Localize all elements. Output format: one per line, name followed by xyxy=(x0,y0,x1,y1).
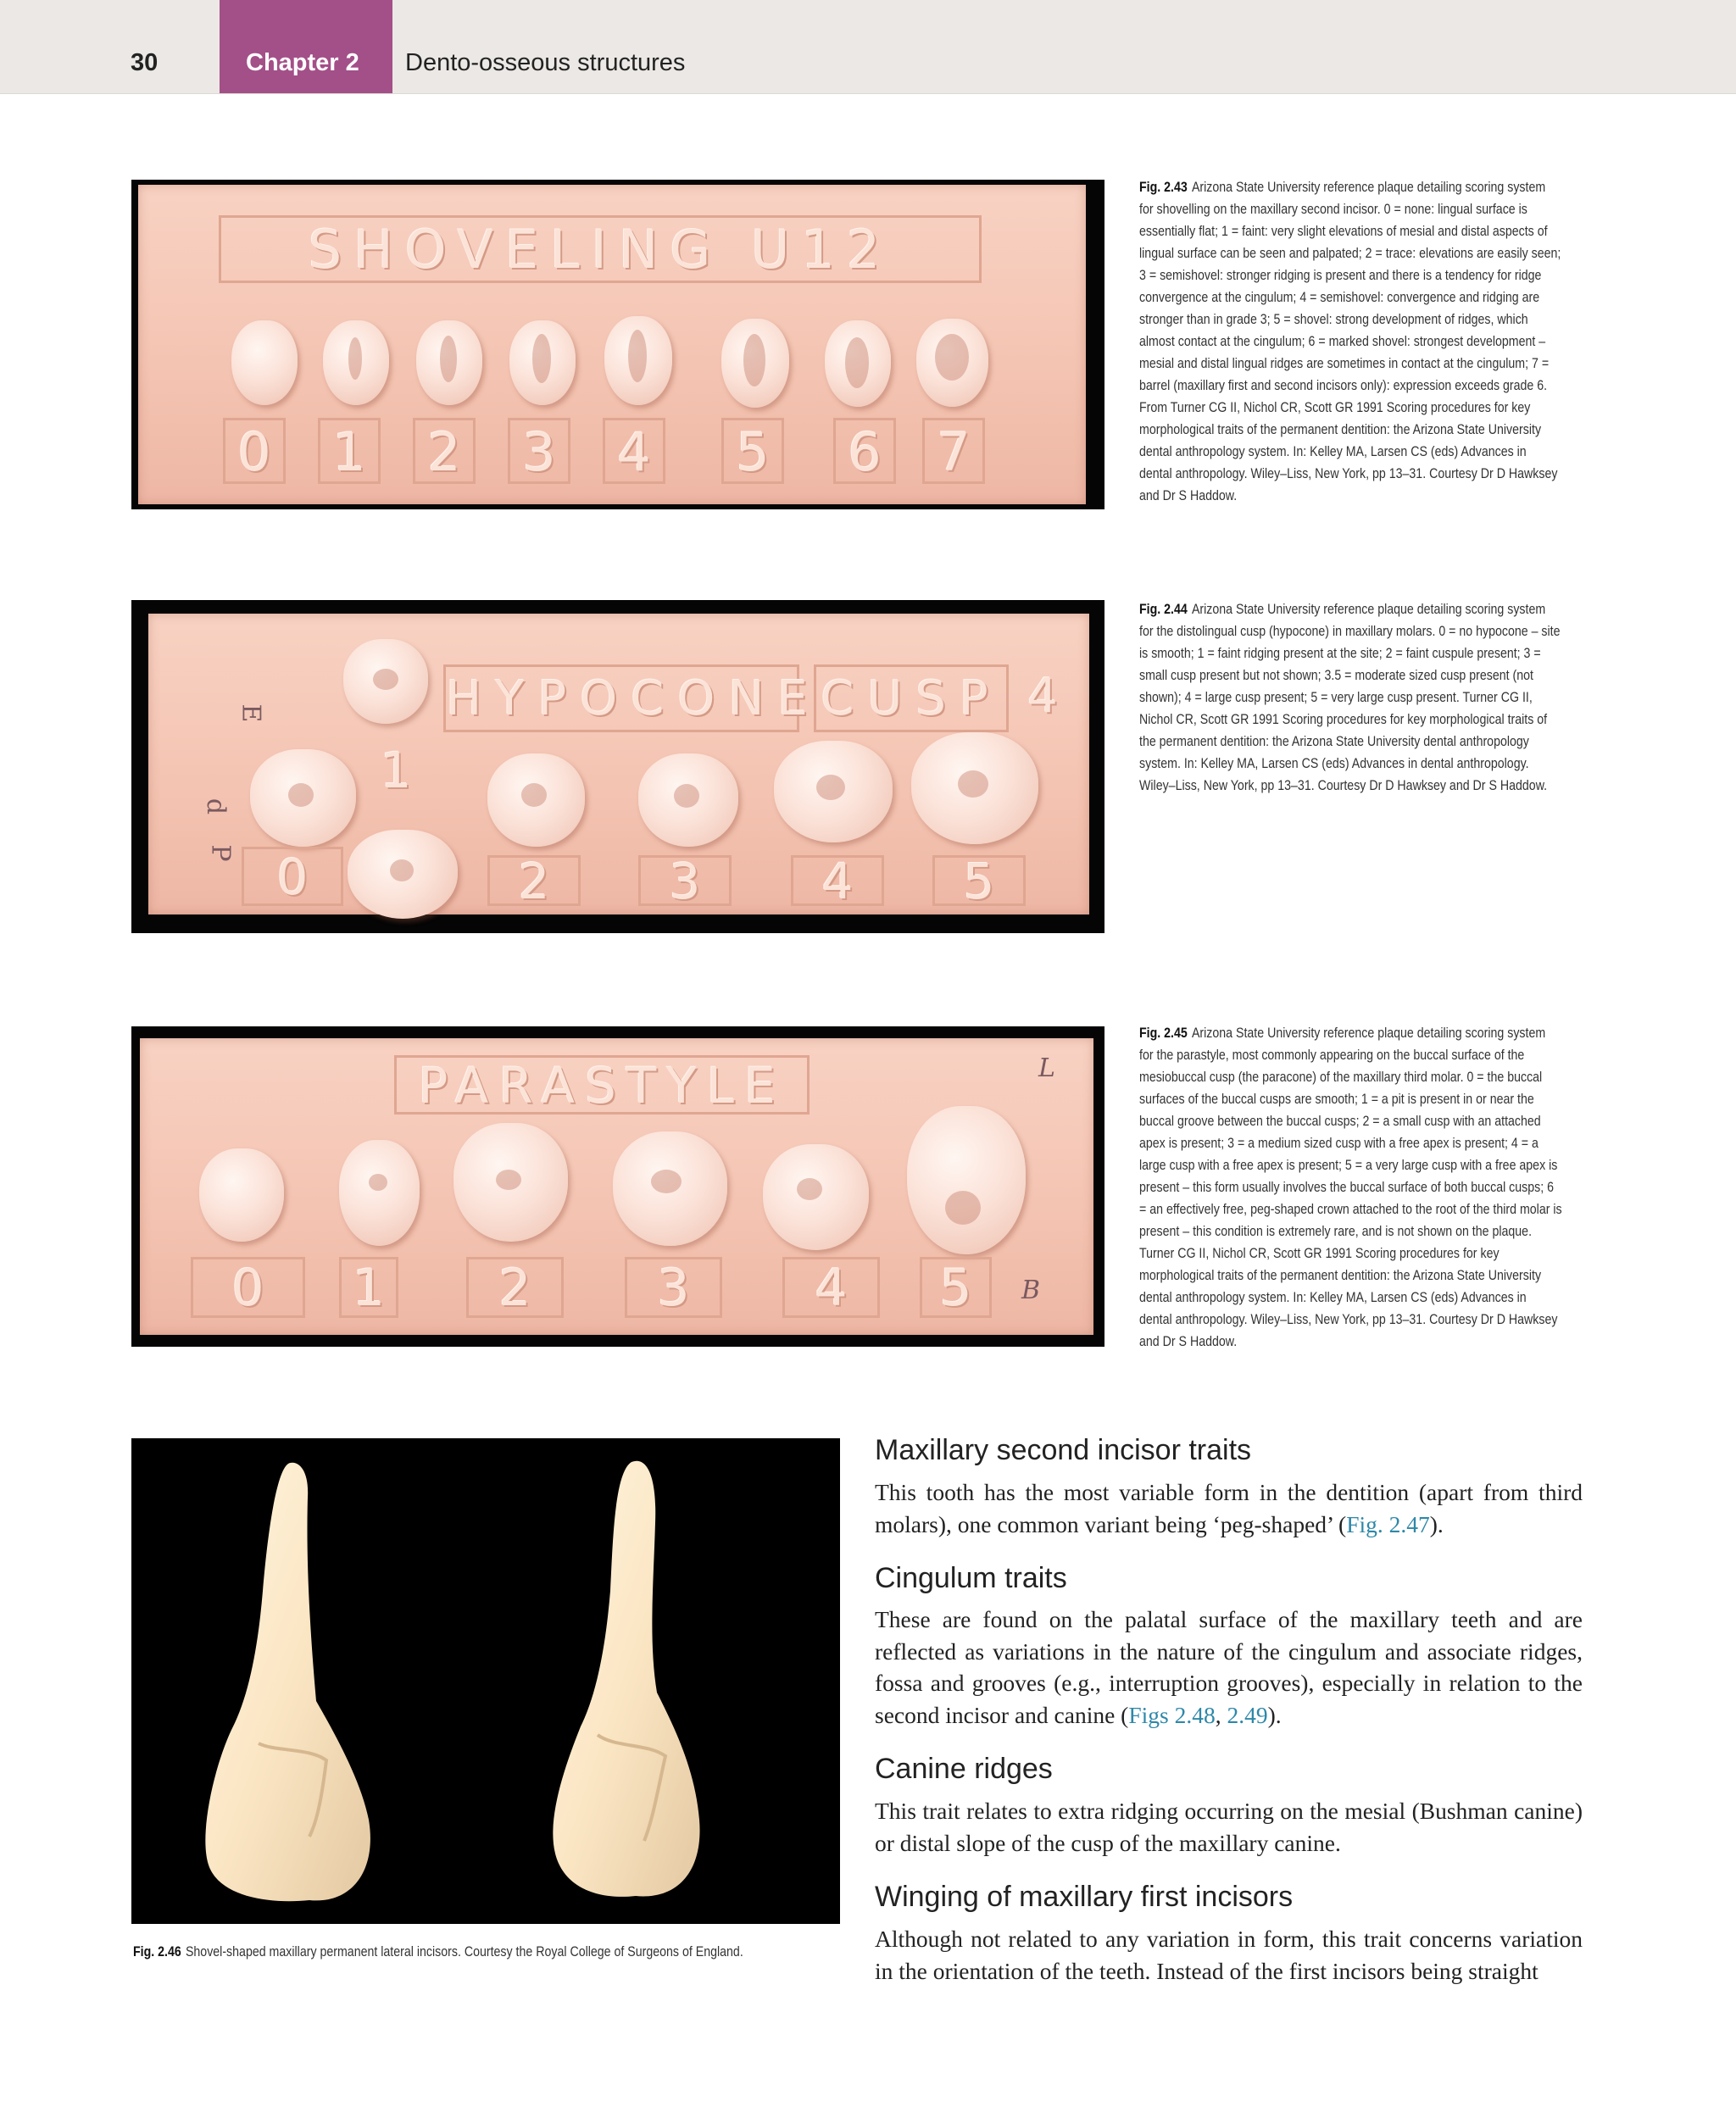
incisor-left xyxy=(182,1455,403,1913)
grade-label-3: 3 xyxy=(508,418,570,484)
caption-text: Arizona State University reference plaque detailing scoring system for the parastyle, most commonly appearing on the buccal surface of the mesiobuccal cusp (the paracone) of the maxillary third molar. 0 = the buccal surfaces of the buccal cusps are smooth; 1 = a pit is present in or near the buccal groove between the buccal cusps; 2 = a small cusp with an attached apex is present; 3 = a medium sized cusp with a free apex is present; 4 = a large cusp with a free apex is present; 5 = a very large cusp with a free apex is present – this form usually involves the buccal surface of both buccal cusps; 6 = an effectively free, peg-shaped crown attached to the root of the third molar is present – this condition is extremely rare, and is not shown on the plaque. Turner CG II, Nichol CR, Scott GR 1991 Scoring procedures for key morphological traits of the permanent dentition: the Arizona State University dental anthropology system. In: Kelley MA, Larsen CS (eds) Advances in dental anthropology. Wiley–Liss, New York, pp 13–31. Courtesy Dr D Hawksey and Dr S Haddow. xyxy=(1139,1026,1562,1349)
molar-crown-2 xyxy=(453,1123,568,1242)
incisor-right xyxy=(530,1455,750,1913)
page-number: 30 xyxy=(131,49,159,76)
section-body-maxillary-second-incisor: This tooth has the most variable form in the dentition (apart from third molars), one common variant being ‘peg-shaped’ (Fig. 2.47). xyxy=(875,1479,1583,1537)
section-heading-canine-ridges: Canine ridges xyxy=(875,1753,1053,1785)
section-body-cingulum-traits: These are found on the palatal surface of the maxillary teeth and are reflected as variations in the nature of the cingulum and associate ridges, fossa and grooves (e.g., interruption grooves), especially in relation to the second incisor and canine (Figs 2.48, 2.49). xyxy=(875,1606,1583,1728)
figure-2-45-image xyxy=(131,1026,1104,1347)
grade-label-4: 4 xyxy=(782,1257,880,1318)
chapter-title: Dento-osseous structures xyxy=(405,49,686,76)
molar-crown-3 xyxy=(638,753,738,847)
caption-label: Fig. 2.43 xyxy=(1139,180,1188,195)
figure-2-46-image xyxy=(131,1438,840,1924)
grade-label-2: 2 xyxy=(487,855,581,906)
caption-label: Fig. 2.46 xyxy=(133,1944,181,1960)
incisor-crown-0 xyxy=(231,320,298,405)
incisor-crown-2 xyxy=(416,320,482,405)
pen-mark-l: L xyxy=(1038,1053,1055,1083)
caption-label: Fig. 2.44 xyxy=(1139,602,1188,617)
molar-crown-0 xyxy=(199,1148,284,1242)
incisor-crown-3 xyxy=(509,320,576,405)
shoveling-plaque xyxy=(138,185,1086,504)
grade-label-0: 0 xyxy=(242,847,343,906)
grade-label-0: 0 xyxy=(191,1257,305,1318)
molar-crown-2 xyxy=(487,753,585,847)
grade-label-6: 6 xyxy=(833,418,896,484)
link-fig-2-47[interactable]: Fig. 2.47 xyxy=(1346,1510,1430,1537)
caption-text: Arizona State University reference plaque detailing scoring system for the distolingual cusp (hypocone) in maxillary molars. 0 = no hypocone – site is smooth; 1 = faint ridging present at the site; 2 = faint cuspule present; 3 = small cusp present but not shown; 3.5 = moderate sized cusp present (not shown); 4 = large cusp present; 5 = very large cusp present. Turner CG II, Nichol CR, Scott GR 1991 Scoring procedures for key morphological traits of the permanent dentition: the Arizona State University dental anthropology system. In: Kelley MA, Larsen CS (eds) Advances in dental anthropology. Wiley–Liss, New York, pp 13–31. Courtesy Dr D Hawksey and Dr S Haddow. xyxy=(1139,602,1561,793)
figure-2-43-image xyxy=(131,180,1104,509)
plaque-title: SHOVELING U12 xyxy=(219,215,982,283)
link-figs-2-48[interactable]: Figs 2.48 xyxy=(1128,1701,1216,1728)
molar-crown-4 xyxy=(763,1144,869,1250)
grade-label-5: 5 xyxy=(721,418,784,484)
figure-2-46-caption xyxy=(133,1941,804,1963)
molar-crown-1b xyxy=(348,830,458,919)
incisor-crown-6 xyxy=(825,320,891,407)
grade-label-3: 3 xyxy=(625,1257,722,1318)
figure-2-44-caption xyxy=(1139,598,1562,797)
figure-2-44-image xyxy=(131,600,1104,933)
section-heading-winging: Winging of maxillary first incisors xyxy=(875,1881,1294,1913)
incisor-crown-1 xyxy=(323,320,389,405)
hypocone-plaque xyxy=(148,614,1089,914)
grade-label-4: 4 xyxy=(603,418,665,484)
molar-crown-5 xyxy=(907,1106,1026,1254)
pen-mark-e: E xyxy=(236,703,266,723)
molar-crown-5 xyxy=(911,732,1038,844)
chapter-tab xyxy=(220,0,392,93)
molar-crown-0 xyxy=(250,749,356,847)
incisor-crown-4 xyxy=(604,316,672,405)
incisor-crown-5 xyxy=(721,319,789,408)
grade-label-1: 1 xyxy=(339,1257,398,1318)
figure-2-43-caption xyxy=(1139,176,1562,507)
molar-crown-4 xyxy=(774,741,893,842)
grade-label-1: 1 xyxy=(318,418,381,484)
chapter-label: Chapter 2 xyxy=(246,49,359,76)
pen-mark-b: B xyxy=(1021,1276,1041,1305)
grade-label-7: 7 xyxy=(922,418,985,484)
grade-label-2: 2 xyxy=(413,418,476,484)
caption-text: Arizona State University reference plaque detailing scoring system for shovelling on the maxillary second incisor. 0 = none: lingual surface is essentially flat; 1 = faint: very slight elevations of mesial and distal aspects of lingual surface can be seen and palpated; 2 = trace: elevations are easily seen; 3 = semishovel: stronger ridging is present and there is a tendency for ridge convergence at the cingulum; 4 = semishovel: convergence and ridging are stronger than in grade 3; 5 = shovel: strong development of ridges, which almost contact at the cingulum; 6 = marked shovel: strongest development – mesial and distal lingual ridges are sometimes in contact at the cingulum; 7 = barrel (maxillary first and second incisors only): expression exceeds grade 6. From Turner CG II, Nichol CR, Scott GR 1991 Scoring procedures for key morphological traits of the permanent dentition: the Arizona State University dental anthropology system. In: Kelley MA, Larsen CS (eds) Advances in dental anthropology. Wiley–Liss, New York, pp 13–31. Courtesy Dr D Hawksey and Dr S Haddow. xyxy=(1139,180,1561,503)
plaque-title-cusp: CUSP xyxy=(814,664,1009,732)
figure-2-45-caption xyxy=(1139,1022,1562,1353)
caption-text: Shovel-shaped maxillary permanent lateral incisors. Courtesy the Royal College of Surgeons of England. xyxy=(185,1944,743,1960)
pen-mark-p: P xyxy=(205,844,236,862)
grade-label-5: 5 xyxy=(932,855,1026,906)
plaque-title-hypocone: HYPOCONE xyxy=(443,664,799,732)
molar-crown-1 xyxy=(343,639,428,724)
section-body-winging: Although not related to any variation in form, this trait concerns variation in the orientation of the teeth. Instead of the first incisors being straight xyxy=(875,1926,1583,1984)
plaque-title: PARASTYLE xyxy=(394,1055,810,1115)
incisor-crown-7 xyxy=(916,319,988,407)
section-heading-cingulum-traits: Cingulum traits xyxy=(875,1562,1067,1594)
grade-label-1: 1 xyxy=(380,742,412,799)
molar-crown-1 xyxy=(339,1140,420,1246)
parastyle-plaque xyxy=(140,1038,1093,1335)
plaque-title-number: 4 xyxy=(1027,669,1058,724)
caption-label: Fig. 2.45 xyxy=(1139,1026,1188,1041)
section-body-canine-ridges: This trait relates to extra ridging occurring on the mesial (Bushman canine) or distal slope of the cusp of the maxillary canine. xyxy=(875,1798,1583,1856)
link-fig-2-49[interactable]: 2.49 xyxy=(1227,1701,1268,1728)
grade-label-3: 3 xyxy=(638,855,732,906)
molar-crown-3 xyxy=(613,1131,727,1246)
grade-label-0: 0 xyxy=(223,418,286,484)
pen-mark-d: d xyxy=(201,798,231,815)
section-heading-maxillary-second-incisor: Maxillary second incisor traits xyxy=(875,1434,1252,1466)
grade-label-2: 2 xyxy=(466,1257,564,1318)
grade-label-4: 4 xyxy=(791,855,884,906)
grade-label-5: 5 xyxy=(920,1257,992,1318)
